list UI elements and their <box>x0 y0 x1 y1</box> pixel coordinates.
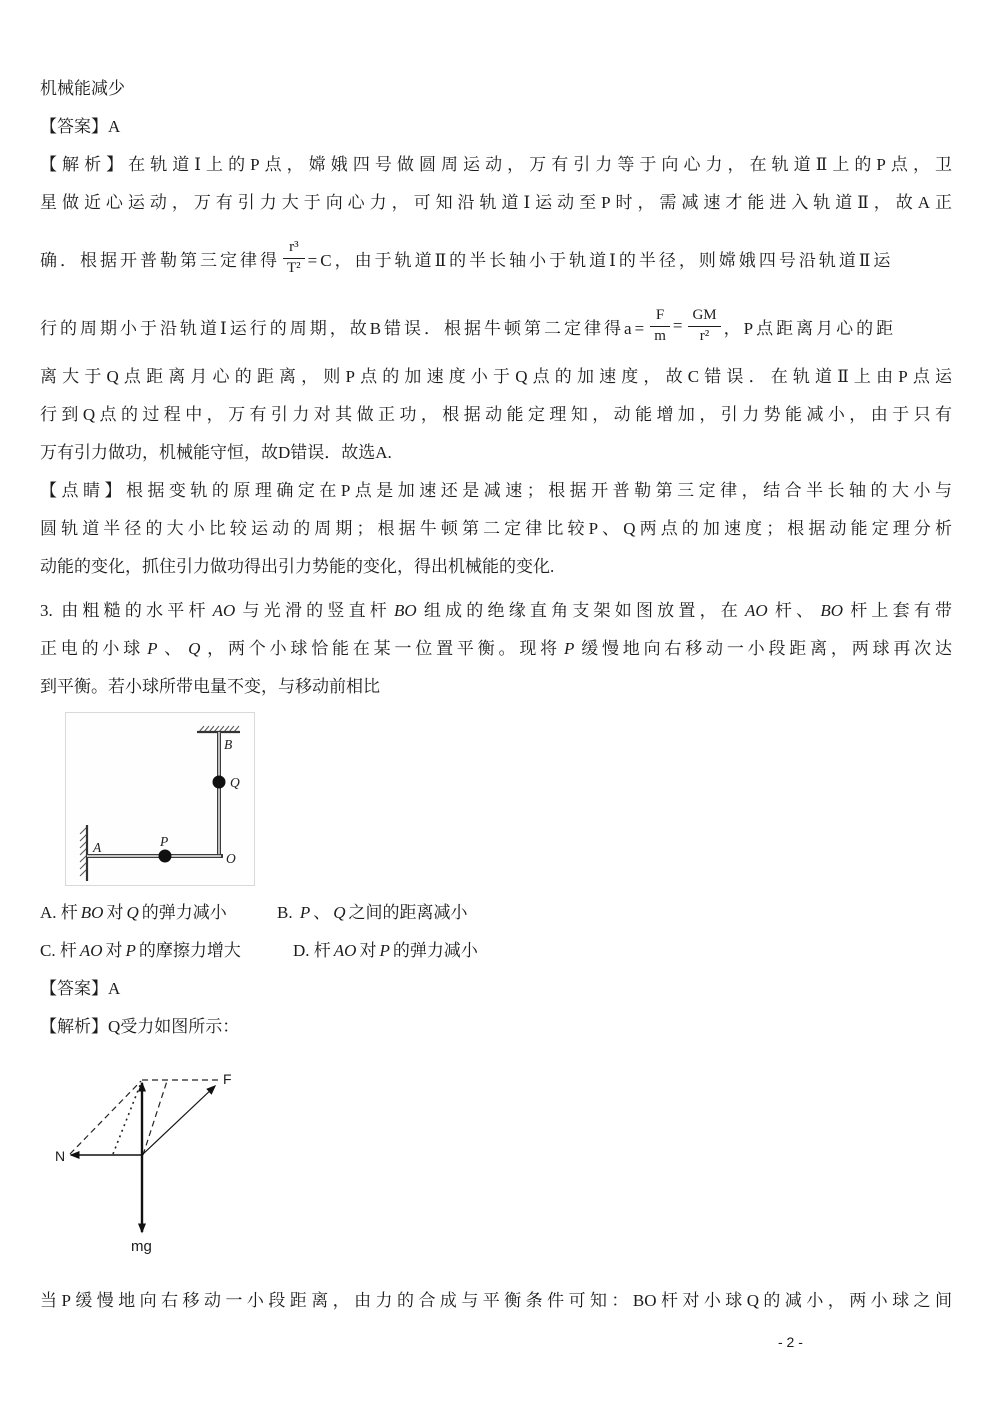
dashed-new-F <box>143 1081 167 1155</box>
tips-line: 【点睛】根据变轨的原理确定在P点是加速还是减速；根据开普勒第三定律，结合半长轴的大小与 <box>40 481 952 500</box>
tips-line: 动能的变化，抓住引力做功得出引力势能的变化，得出机械能的变化. <box>40 557 555 576</box>
analysis1-line: 星做近心运动，万有引力大于向心力，可知沿轨道Ⅰ运动至P时，需减速才能进入轨道Ⅱ，故A正 <box>40 193 952 212</box>
coulomb-force-arrow <box>142 1086 215 1155</box>
analysis1-line: 【解析】在轨道Ⅰ上的P点，嫦娥四号做圆周运动，万有引力等于向心力，在轨道Ⅱ上的P点，卫 <box>40 155 952 174</box>
answer1-line: 【答案】A <box>40 117 121 136</box>
label-A: A <box>93 840 102 855</box>
ball-Q <box>213 776 226 789</box>
option-b: B. P 、 Q 之间的距离减小 <box>277 903 468 922</box>
dashed-parallel-F <box>70 1081 141 1154</box>
tips-line: 圆轨道半径的大小比较运动的周期；根据牛顿第二定律比较P、Q两点的加速度；根据动能定理分析 <box>40 519 952 538</box>
analysis1-formula-line: 行的周期小于沿轨道Ⅰ运行的周期，故B错误．根据牛顿第二定律得a= $\frac{F}{m}$ = $\frac{GM}{\text{r²}}$ ，P点距离月心的距 <box>40 307 897 344</box>
inline-fraction: $\frac{GM}{\text{r²}}$ <box>688 307 720 345</box>
label-F: F <box>223 1071 232 1087</box>
label-mg: mg <box>131 1238 152 1255</box>
bracket-figure-svg <box>65 712 255 886</box>
label-O: O <box>226 851 236 866</box>
intro-line: 机械能减少 <box>40 79 125 98</box>
question3-line: 正电的小球 P 、 Q ，两个小球恰能在某一位置平衡。现将 P 缓慢地向右移动一小段距离，两球再次达 <box>40 639 952 658</box>
analysis1-line: 万有引力做功，机械能守恒，故D错误．故选A. <box>40 443 392 462</box>
options-row <box>40 932 952 970</box>
analysis1-line: 离大于Q点距离月心的距离，则P点的加速度小于Q点的加速度，故C错误．在轨道Ⅱ上由P点运 <box>40 367 952 386</box>
analysis1-formula-line: 确．根据开普勒第三定律得 $\frac{\text{r³}}{\text{T²}}$ =C，由于轨道Ⅱ的半长轴小于轨道Ⅰ的半径，则嫦娥四号沿轨道Ⅱ运 <box>40 239 894 276</box>
question3-line: 到平衡。若小球所带电量不变，与移动前相比 <box>40 677 380 696</box>
options-row <box>40 894 952 932</box>
inline-fraction: $\frac{\text{r³}}{\text{T²}}$ <box>283 239 305 277</box>
option-d: D. 杆 AO 对 P 的弹力减小 <box>293 941 478 960</box>
analysis1-line: 行到Q点的过程中，万有引力对其做正功，根据动能定理知，动能增加，引力势能减小，由于只有 <box>40 405 952 424</box>
label-Q: Q <box>230 775 240 790</box>
force-diagram-svg <box>55 1064 265 1264</box>
question3-line: 3. 由粗糙的水平杆 AO 与光滑的竖直杆 BO 组成的绝缘直角支架如图放置，在 AO 杆、 BO 杆上套有带 <box>40 601 953 620</box>
analysis2-line: 【解析】Q受力如图所示： <box>40 1017 240 1036</box>
option-a: A. 杆 BO 对 Q 的弹力减小 <box>40 903 227 922</box>
document-content <box>40 0 952 1320</box>
label-P: P <box>160 834 169 849</box>
page-number: - 2 - <box>778 1334 803 1350</box>
answer2-line: 【答案】A <box>40 979 121 998</box>
force-diagram <box>55 1064 265 1264</box>
option-c: C. 杆 AO 对 P 的摩擦力增大 <box>40 941 241 960</box>
label-B: B <box>224 737 233 752</box>
label-N: N <box>55 1148 66 1164</box>
ball-P <box>159 850 172 863</box>
inline-fraction: $\frac{F}{m}$ <box>650 307 670 345</box>
bracket-figure <box>65 712 255 886</box>
dotted-parallel-newF <box>113 1083 141 1154</box>
conclusion-line: 当P缓慢地向右移动一小段距离，由力的合成与平衡条件可知：BO杆对小球Q的减小，两小球之间 <box>40 1291 952 1310</box>
